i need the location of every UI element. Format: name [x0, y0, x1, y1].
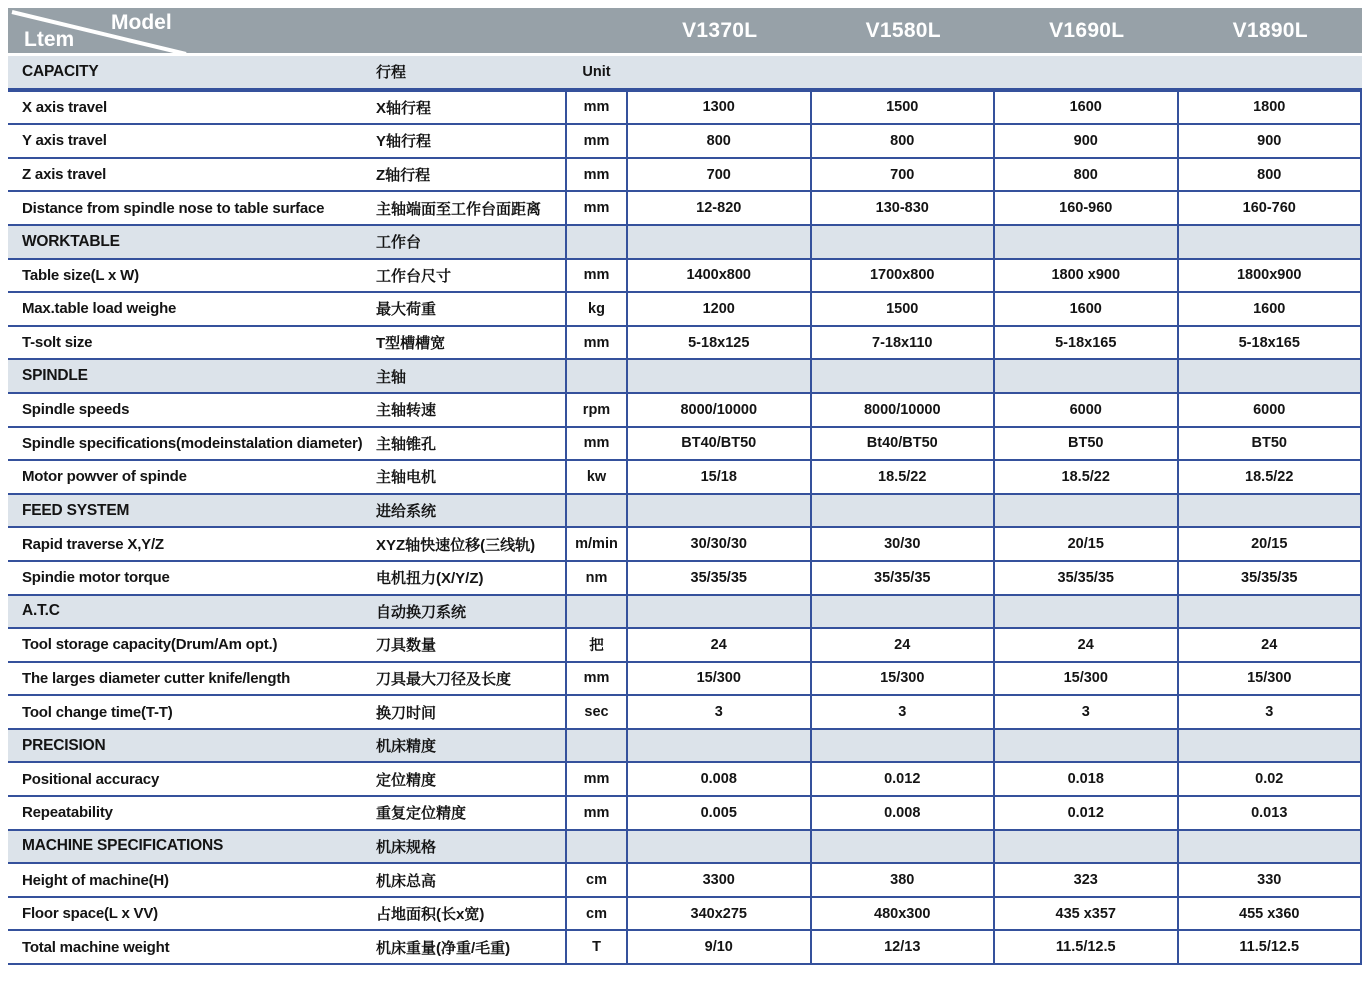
value-cell: 3	[995, 696, 1179, 728]
unit-cell: mm	[565, 428, 628, 460]
unit-cell	[565, 360, 628, 392]
value-cell: 24	[628, 629, 812, 661]
value-cell: 5-18x165	[995, 327, 1179, 359]
row-label-cn: 最大荷重	[376, 301, 437, 319]
row-label-en: Rapid traverse X,Y/Z	[22, 535, 164, 553]
value-cell: 3	[812, 696, 996, 728]
section-title-cn: 工作台	[376, 234, 422, 252]
value-cell: 0.008	[628, 763, 812, 795]
row-label-cn: 定位精度	[376, 771, 437, 789]
value-cell: 0.008	[812, 797, 996, 829]
row-label-en: The larges diameter cutter knife/length	[22, 669, 291, 687]
section-title-cn: 主轴	[376, 368, 407, 386]
value-cell: 15/300	[812, 663, 996, 695]
value-cell: 15/18	[628, 461, 812, 493]
value-cell	[995, 56, 1179, 88]
value-cell: 35/35/35	[812, 562, 996, 594]
value-cell: 900	[1179, 125, 1363, 157]
value-cell	[812, 730, 996, 762]
value-cell	[812, 56, 996, 88]
value-cell: 3	[1179, 696, 1363, 728]
corner-header-cell	[8, 8, 628, 53]
value-cell: 15/300	[995, 663, 1179, 695]
row-label-cn: T型槽槽宽	[376, 335, 446, 353]
value-cell	[812, 226, 996, 258]
row-label-cn: 工作台尺寸	[376, 267, 452, 285]
machine-spec-table	[8, 8, 1362, 965]
value-cell: 1400x800	[628, 260, 812, 292]
value-cell: 18.5/22	[995, 461, 1179, 493]
value-cell: 20/15	[995, 528, 1179, 560]
value-cell: 340x275	[628, 898, 812, 930]
unit-cell	[565, 226, 628, 258]
section-title-cn: 行程	[376, 64, 407, 82]
value-cell: 0.02	[1179, 763, 1363, 795]
section-title-en: CAPACITY	[22, 62, 99, 80]
row-label-cn: 换刀时间	[376, 704, 437, 722]
value-cell: 35/35/35	[995, 562, 1179, 594]
row-label-cn: 刀具最大刀径及长度	[376, 670, 512, 688]
section-header-row	[8, 831, 1362, 865]
model-header-v1690l: V1690L	[1049, 18, 1125, 42]
value-cell: 6000	[995, 394, 1179, 426]
unit-cell: nm	[565, 562, 628, 594]
row-label-en: Spindie motor torque	[22, 569, 170, 587]
value-cell	[1179, 596, 1363, 628]
value-cell: 1300	[628, 92, 812, 124]
value-cell: 1800x900	[1179, 260, 1363, 292]
table-row	[8, 931, 1362, 965]
value-cell: 480x300	[812, 898, 996, 930]
value-cell: 130-830	[812, 192, 996, 224]
value-cell: 6000	[1179, 394, 1363, 426]
model-header-v1890l: V1890L	[1232, 18, 1308, 42]
unit-cell: 把	[565, 629, 628, 661]
section-header-row	[8, 596, 1362, 630]
value-cell: 24	[812, 629, 996, 661]
section-header-row	[8, 226, 1362, 260]
value-cell: 1500	[812, 92, 996, 124]
value-cell	[628, 495, 812, 527]
table-row	[8, 461, 1362, 495]
row-label-cn: Y轴行程	[376, 133, 432, 151]
value-cell: 30/30	[812, 528, 996, 560]
value-cell	[628, 56, 812, 88]
value-cell: 8000/10000	[812, 394, 996, 426]
value-cell: 1700x800	[812, 260, 996, 292]
row-label-cn: XYZ轴快速位移(三线轨)	[376, 536, 536, 554]
section-header-row	[8, 56, 1362, 92]
value-cell: 1500	[812, 293, 996, 325]
value-cell	[628, 730, 812, 762]
value-cell	[1179, 495, 1363, 527]
value-cell	[628, 226, 812, 258]
value-cell: 5-18x165	[1179, 327, 1363, 359]
value-cell: 1600	[1179, 293, 1363, 325]
table-header-row	[8, 8, 1362, 56]
value-cell: 435 x357	[995, 898, 1179, 930]
row-label-en: Y axis travel	[22, 132, 107, 150]
row-label-en: Table size(L x W)	[22, 266, 139, 284]
row-label-en: Distance from spindle nose to table surface	[22, 199, 325, 217]
value-cell: 8000/10000	[628, 394, 812, 426]
section-title-en: PRECISION	[22, 736, 106, 754]
row-label-cn: 主轴锥孔	[376, 435, 437, 453]
value-cell	[812, 360, 996, 392]
unit-cell: sec	[565, 696, 628, 728]
section-title-cn: 进给系统	[376, 503, 437, 521]
value-cell: 18.5/22	[1179, 461, 1363, 493]
value-cell: 35/35/35	[628, 562, 812, 594]
value-cell	[1179, 56, 1363, 88]
value-cell: 900	[995, 125, 1179, 157]
value-cell	[1179, 226, 1363, 258]
value-cell: 7-18x110	[812, 327, 996, 359]
value-cell: 0.012	[995, 797, 1179, 829]
table-row	[8, 864, 1362, 898]
value-cell: 160-960	[995, 192, 1179, 224]
value-cell: 1200	[628, 293, 812, 325]
table-row	[8, 663, 1362, 697]
unit-cell: mm	[565, 125, 628, 157]
section-title-en: SPINDLE	[22, 367, 88, 385]
unit-cell: mm	[565, 159, 628, 191]
value-cell	[1179, 360, 1363, 392]
unit-cell: m/min	[565, 528, 628, 560]
value-cell: 1800	[1179, 92, 1363, 124]
value-cell: 11.5/12.5	[1179, 931, 1363, 963]
unit-cell	[565, 596, 628, 628]
value-cell: 455 x360	[1179, 898, 1363, 930]
value-cell: 800	[1179, 159, 1363, 191]
row-label-cn: 占地面积(长x宽)	[376, 906, 485, 924]
value-cell: 330	[1179, 864, 1363, 896]
table-row	[8, 327, 1362, 361]
row-label-cn: 机床总高	[376, 872, 437, 890]
value-cell	[812, 596, 996, 628]
table-row	[8, 528, 1362, 562]
section-title-en: WORKTABLE	[22, 232, 120, 250]
value-cell	[995, 226, 1179, 258]
model-header-v1580l: V1580L	[865, 18, 941, 42]
value-cell: 160-760	[1179, 192, 1363, 224]
unit-cell: mm	[565, 192, 628, 224]
row-label-en: Spindle specifications(modeinstalation diameter)	[22, 434, 363, 452]
row-label-en: T-solt size	[22, 334, 93, 352]
value-cell: 0.012	[812, 763, 996, 795]
unit-cell: T	[565, 931, 628, 963]
value-cell: 12-820	[628, 192, 812, 224]
row-label-en: Floor space(L x VV)	[22, 905, 158, 923]
unit-cell: cm	[565, 898, 628, 930]
unit-cell	[565, 495, 628, 527]
value-cell	[628, 831, 812, 863]
value-cell	[995, 495, 1179, 527]
value-cell: 24	[995, 629, 1179, 661]
value-cell: 700	[812, 159, 996, 191]
unit-cell: cm	[565, 864, 628, 896]
row-label-en: Max.table load weighe	[22, 300, 177, 318]
unit-cell	[565, 831, 628, 863]
model-header-v1370l: V1370L	[682, 18, 758, 42]
table-row	[8, 293, 1362, 327]
row-label-cn: 主轴转速	[376, 402, 437, 420]
table-row	[8, 763, 1362, 797]
row-label-cn: 机床重量(净重/毛重)	[376, 939, 511, 957]
value-cell: 30/30/30	[628, 528, 812, 560]
row-label-en: Tool change time(T-T)	[22, 703, 173, 721]
value-cell: 800	[812, 125, 996, 157]
value-cell: BT40/BT50	[628, 428, 812, 460]
section-header-row	[8, 730, 1362, 764]
value-cell	[995, 831, 1179, 863]
table-row	[8, 696, 1362, 730]
unit-cell: mm	[565, 92, 628, 124]
value-cell: 0.018	[995, 763, 1179, 795]
section-title-cn: 自动换刀系统	[376, 603, 467, 621]
row-label-en: Z axis travel	[22, 166, 107, 184]
table-row	[8, 92, 1362, 126]
section-header-row	[8, 360, 1362, 394]
row-label-en: X axis travel	[22, 98, 107, 116]
value-cell	[628, 360, 812, 392]
value-cell: 24	[1179, 629, 1363, 661]
value-cell	[995, 596, 1179, 628]
value-cell: 1800 x900	[995, 260, 1179, 292]
unit-cell: mm	[565, 797, 628, 829]
unit-cell: mm	[565, 763, 628, 795]
unit-cell: mm	[565, 327, 628, 359]
value-cell: 3300	[628, 864, 812, 896]
section-title-en: MACHINE SPECIFICATIONS	[22, 837, 224, 855]
value-cell	[812, 831, 996, 863]
value-cell: 15/300	[1179, 663, 1363, 695]
section-title-cn: 机床精度	[376, 738, 437, 756]
value-cell: 0.005	[628, 797, 812, 829]
table-row	[8, 797, 1362, 831]
section-title-cn: 机床规格	[376, 838, 437, 856]
table-row	[8, 898, 1362, 932]
value-cell: 20/15	[1179, 528, 1363, 560]
table-row	[8, 260, 1362, 294]
unit-cell: mm	[565, 663, 628, 695]
value-cell: 18.5/22	[812, 461, 996, 493]
row-label-cn: 刀具数量	[376, 637, 437, 655]
value-cell	[1179, 730, 1363, 762]
section-title-en: FEED SYSTEM	[22, 501, 130, 519]
value-cell: 1600	[995, 293, 1179, 325]
row-label-en: Motor powver of spinde	[22, 468, 187, 486]
corner-label-item: Ltem	[24, 28, 75, 51]
value-cell: 800	[628, 125, 812, 157]
row-label-cn: 主轴端面至工作台面距离	[376, 200, 542, 218]
value-cell: 1600	[995, 92, 1179, 124]
value-cell: 700	[628, 159, 812, 191]
section-header-row	[8, 495, 1362, 529]
table-row	[8, 125, 1362, 159]
row-label-en: Height of machine(H)	[22, 871, 169, 889]
unit-cell: mm	[565, 260, 628, 292]
value-cell	[995, 360, 1179, 392]
unit-cell: rpm	[565, 394, 628, 426]
section-title-en: A.T.C	[22, 602, 60, 620]
value-cell: 15/300	[628, 663, 812, 695]
value-cell: BT50	[995, 428, 1179, 460]
row-label-cn: X轴行程	[376, 99, 432, 117]
unit-cell: kg	[565, 293, 628, 325]
row-label-cn: 主轴电机	[376, 469, 437, 487]
value-cell: 35/35/35	[1179, 562, 1363, 594]
corner-label-model: Model	[111, 11, 172, 34]
row-label-en: Repeatability	[22, 804, 113, 822]
row-label-cn: 电机扭力(X/Y/Z)	[376, 570, 484, 588]
value-cell: 9/10	[628, 931, 812, 963]
value-cell: 380	[812, 864, 996, 896]
unit-cell	[565, 730, 628, 762]
table-row	[8, 428, 1362, 462]
value-cell: 3	[628, 696, 812, 728]
value-cell: 5-18x125	[628, 327, 812, 359]
row-label-en: Total machine weight	[22, 938, 170, 956]
value-cell: 323	[995, 864, 1179, 896]
table-row	[8, 159, 1362, 193]
table-row	[8, 562, 1362, 596]
row-label-en: Spindle speeds	[22, 401, 130, 419]
value-cell: 11.5/12.5	[995, 931, 1179, 963]
value-cell	[995, 730, 1179, 762]
table-row	[8, 629, 1362, 663]
value-cell: 12/13	[812, 931, 996, 963]
row-label-en: Positional accuracy	[22, 770, 160, 788]
value-cell: 0.013	[1179, 797, 1363, 829]
row-label-en: Tool storage capacity(Drum/Am opt.)	[22, 636, 278, 654]
table-row	[8, 394, 1362, 428]
value-cell	[812, 495, 996, 527]
table-row	[8, 192, 1362, 226]
value-cell: Bt40/BT50	[812, 428, 996, 460]
value-cell	[628, 596, 812, 628]
row-label-cn: 重复定位精度	[376, 805, 467, 823]
value-cell: BT50	[1179, 428, 1363, 460]
row-label-cn: Z轴行程	[376, 167, 431, 185]
unit-cell: kw	[565, 461, 628, 493]
unit-cell: Unit	[582, 63, 611, 80]
value-cell: 800	[995, 159, 1179, 191]
value-cell	[1179, 831, 1363, 863]
